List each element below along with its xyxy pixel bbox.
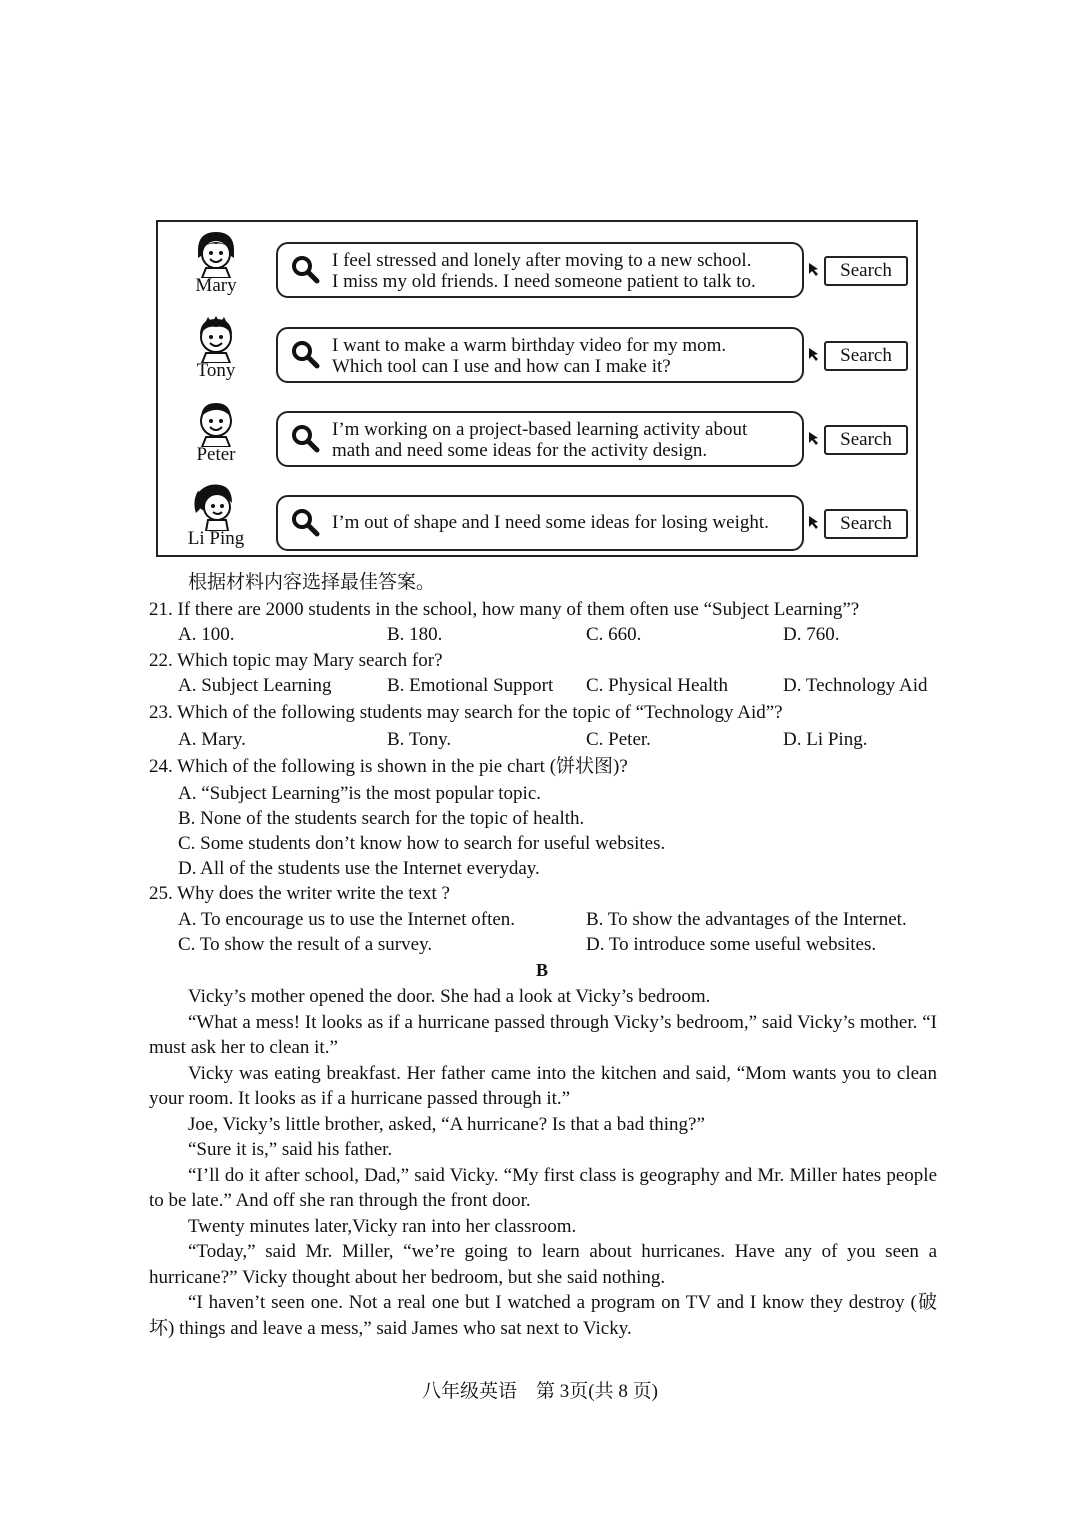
answer-option: D. All of the students use the Internet everyday. [178, 858, 540, 879]
passage-paragraph: “Sure it is,” said his father. [188, 1139, 393, 1160]
search-panel [156, 220, 918, 557]
search-button[interactable]: Search [824, 509, 908, 539]
answer-option: B. To show the advantages of the Internet. [586, 909, 907, 930]
passage-paragraph: “What a mess! It looks as if a hurricane passed through Vicky’s bedroom,” said Vicky’s mother. “I must ask her to clean it.” [149, 1011, 937, 1058]
search-row-tony [158, 307, 918, 391]
answer-option: A. Mary. [178, 729, 246, 750]
search-icon [290, 507, 320, 537]
search-button[interactable]: Search [824, 256, 908, 286]
avatar [180, 397, 252, 465]
search-button[interactable]: Search [824, 341, 908, 371]
student-name: Tony [196, 360, 236, 381]
answer-option: C. Peter. [586, 729, 651, 750]
search-query-text: I feel stressed and lonely after moving to a new school. I miss my old friends. I need someone patient to talk to. [332, 250, 756, 292]
answer-option: D. Li Ping. [783, 729, 868, 750]
instruction-text: 根据材料内容选择最佳答案。 [188, 572, 436, 593]
section-heading: B [536, 960, 549, 980]
passage-paragraph: Joe, Vicky’s little brother, asked, “A hurricane? Is that a bad thing?” [188, 1113, 705, 1135]
passage-paragraph: “I haven’t seen one. Not a real one but I watched a program on TV and I know they destroy (破坏) things and leave a mess,” said James who sat next to Vicky. [149, 1292, 937, 1339]
passage-paragraph: Vicky’s mother opened the door. She had a look at Vicky’s bedroom. [188, 986, 711, 1007]
passage-paragraph: Vicky was eating breakfast. Her father came into the kitchen and said, “Mom wants you to clean your room. It looks as if a hurricane passed through it.” [149, 1062, 937, 1109]
search-row-mary [158, 222, 918, 306]
search-row-peter [158, 391, 918, 475]
search-query-text: I’m out of shape and I need some ideas for losing weight. [332, 512, 769, 533]
search-query-text: I want to make a warm birthday video for my mom. Which tool can I use and how can I make it? [332, 335, 727, 377]
question-stem: 21. If there are 2000 students in the school, how many of them often use “Subject Learning”? [149, 599, 860, 620]
search-row-li-ping [158, 475, 918, 559]
question-stem: 24. Which of the following is shown in the pie chart (饼状图)? [149, 756, 628, 777]
avatar [180, 481, 252, 549]
answer-option: B. Tony. [387, 729, 452, 750]
answer-option: A. 100. [178, 624, 235, 645]
search-query-box[interactable] [276, 327, 804, 383]
student-name: Peter [196, 444, 236, 465]
answer-option: C. Physical Health [586, 675, 728, 696]
search-query-box[interactable] [276, 242, 804, 298]
answer-option: D. To introduce some useful websites. [586, 934, 877, 955]
search-query-box[interactable] [276, 495, 804, 551]
boy-face-icon [192, 397, 240, 447]
passage-paragraph: “Today,” said Mr. Miller, “we’re going to learn about hurricanes. Have any of you seen a hurricane?” Vicky thought about her bedroom, but she said nothing. [149, 1241, 937, 1288]
answer-option: C. To show the result of a survey. [178, 934, 433, 955]
question-stem: 23. Which of the following students may search for the topic of “Technology Aid”? [149, 702, 783, 723]
reading-passage [149, 984, 937, 1341]
student-name: Mary [195, 275, 237, 296]
answer-option: B. None of the students search for the topic of health. [178, 808, 585, 829]
passage-paragraph: Twenty minutes later,Vicky ran into her classroom. [188, 1215, 577, 1237]
student-name: Li Ping [187, 528, 245, 549]
question-stem: 25. Why does the writer write the text ? [149, 883, 450, 904]
answer-option: C. Some students don’t know how to search for useful websites. [178, 833, 666, 854]
cursor-icon [808, 347, 824, 363]
page-footer: 八年级英语 第 3页(共 8 页) [422, 1381, 658, 1402]
search-button[interactable]: Search [824, 425, 908, 455]
question-stem: 22. Which topic may Mary search for? [149, 650, 443, 671]
boy-face-icon [192, 313, 240, 363]
answer-option: A. To encourage us to use the Internet often. [178, 909, 516, 930]
answer-option: B. 180. [387, 624, 443, 645]
answer-option: D. Technology Aid [783, 675, 928, 696]
avatar [180, 228, 252, 296]
answer-option: D. 760. [783, 624, 840, 645]
answer-option: B. Emotional Support [387, 675, 554, 696]
search-icon [290, 423, 320, 453]
cursor-icon [808, 515, 824, 531]
girl-ponytail-icon [192, 481, 240, 531]
search-query-box[interactable] [276, 411, 804, 467]
search-icon [290, 339, 320, 369]
cursor-icon [808, 262, 824, 278]
answer-option: A. “Subject Learning”is the most popular topic. [178, 783, 542, 804]
answer-option: A. Subject Learning [178, 675, 332, 696]
search-icon [290, 254, 320, 284]
cursor-icon [808, 431, 824, 447]
girl-face-icon [192, 228, 240, 278]
avatar [180, 313, 252, 381]
answer-option: C. 660. [586, 624, 642, 645]
search-query-text: I’m working on a project-based learning activity about math and need some ideas for the activity design. [332, 419, 748, 461]
passage-paragraph: “I’ll do it after school, Dad,” said Vicky. “My first class is geography and Mr. Miller hates people to be late.” And off she ran through the front door. [149, 1164, 937, 1211]
